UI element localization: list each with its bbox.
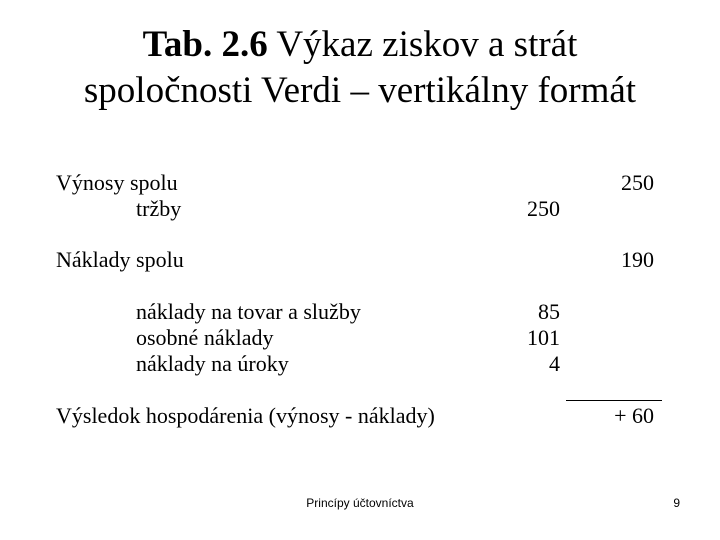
row-value: 250 — [527, 196, 560, 221]
row-label: náklady na úroky — [136, 351, 289, 376]
row-value: 250 — [621, 170, 654, 195]
title-line-2: spoločnosti Verdi – vertikálny formát — [83, 70, 637, 111]
row-label: Výsledok hospodárenia (výnosy - náklady) — [56, 403, 435, 428]
page-number: 9 — [673, 496, 680, 510]
footer-course-name: Princípy účtovníctva — [306, 496, 414, 510]
row-label: náklady na tovar a služby — [136, 299, 361, 324]
row-value: 85 — [538, 299, 560, 324]
row-value: 190 — [621, 247, 654, 272]
table-number: Tab. 2.6 — [142, 24, 268, 65]
row-label: Náklady spolu — [56, 247, 184, 272]
row-value: + 60 — [614, 403, 654, 428]
row-label: Výnosy spolu — [56, 170, 178, 195]
row-value: 101 — [527, 325, 560, 350]
row-label: tržby — [136, 196, 182, 221]
income-statement — [56, 0, 656, 540]
title-text: Výkaz ziskov a strát — [267, 24, 578, 65]
row-value: 4 — [549, 351, 560, 376]
row-label: osobné náklady — [136, 325, 274, 350]
sum-divider — [566, 400, 662, 401]
